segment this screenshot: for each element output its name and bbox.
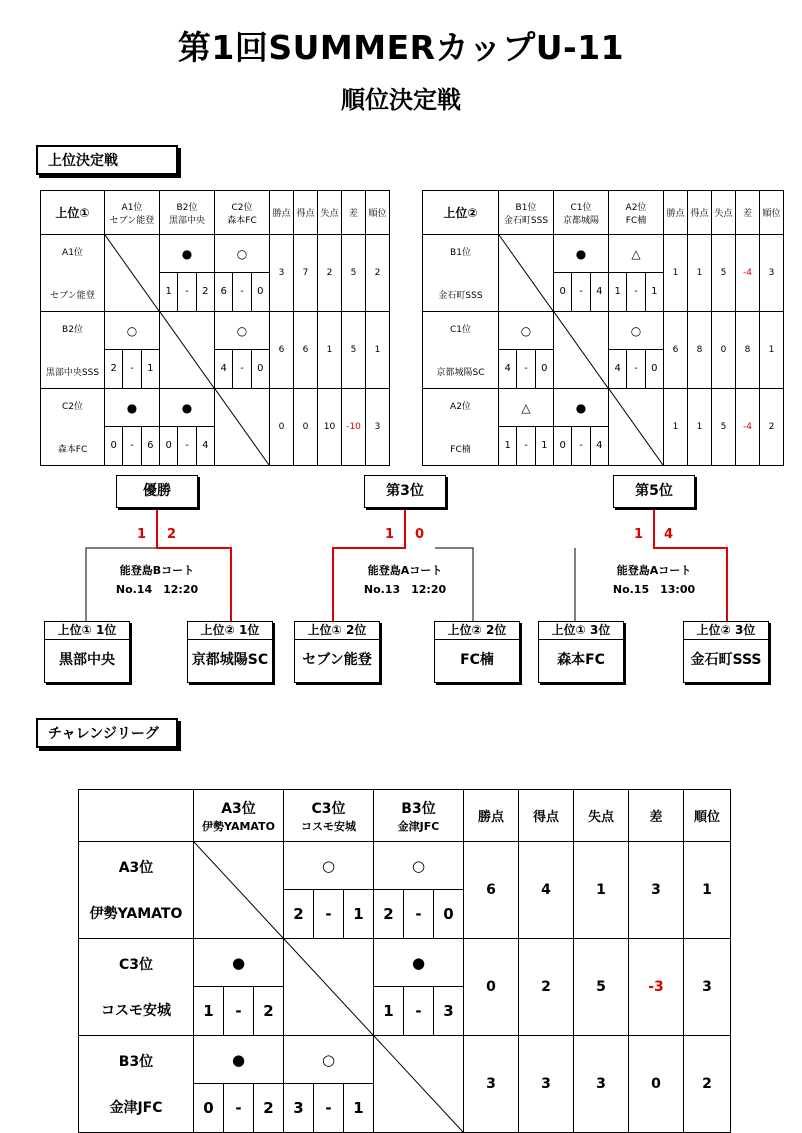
score-dash: - (516, 350, 534, 388)
stat-value: 6 (270, 312, 294, 389)
score-dash: - (122, 427, 140, 465)
row-rank: A1位 (62, 248, 83, 258)
table-row (79, 939, 731, 1036)
score (374, 889, 463, 938)
final-label-2: 第3位 (364, 475, 446, 508)
stat-value: -10 (342, 389, 366, 466)
col-team: 伊勢YAMATO (202, 819, 275, 833)
result-symbol: ○ (236, 324, 248, 338)
score (194, 986, 283, 1035)
score-for: 1 (504, 440, 511, 451)
score (194, 1083, 283, 1132)
team-box-right (434, 621, 520, 683)
score-against: 4 (196, 427, 214, 465)
score-dash: - (223, 987, 253, 1035)
stat-value: 5 (712, 235, 736, 312)
row-team: FC楠 (450, 445, 471, 455)
result-symbol: ● (231, 954, 246, 972)
stat-value: 1 (574, 842, 629, 939)
stat-value: 1 (664, 235, 688, 312)
stat-value: 1 (688, 389, 712, 466)
row-team: 伊勢YAMATO (89, 906, 183, 922)
score-against: 0 (535, 350, 553, 388)
score-dash: - (313, 1084, 343, 1132)
diagonal-line (284, 939, 373, 1035)
row-team: 森本FC (57, 445, 88, 455)
page-subtitle: 順位決定戦 (341, 86, 461, 114)
row-team: セブン能登 (50, 291, 95, 301)
score-against: 1 (645, 273, 663, 311)
result-cell (194, 1036, 284, 1133)
group-name: 上位② (423, 191, 499, 235)
team-box-right (683, 621, 769, 683)
stat-value: 2 (519, 939, 574, 1036)
stat-header-4: 差 (629, 790, 684, 842)
col-rank: A2位 (625, 202, 647, 213)
score-against: 1 (343, 1084, 373, 1132)
score-against: 2 (196, 273, 214, 311)
row-rank: B2位 (62, 325, 83, 335)
stat-value: 0 (629, 1036, 684, 1133)
row-team: 金津JFC (109, 1100, 163, 1116)
stat-value: -4 (736, 389, 760, 466)
score-for: 0 (559, 286, 566, 297)
result-symbol: ○ (321, 857, 336, 875)
score-for: 4 (614, 363, 621, 374)
score-against: 0 (645, 350, 663, 388)
score-dash: - (232, 273, 250, 311)
score-against: 0 (433, 890, 463, 938)
row-header (79, 1036, 194, 1133)
final-score-left: 1 (634, 527, 644, 542)
stat-value: 5 (342, 235, 366, 312)
score-against: 4 (590, 427, 608, 465)
col-header-2 (284, 790, 374, 842)
stat-header-2: 得点 (519, 790, 574, 842)
final-score-left: 1 (385, 527, 395, 542)
match-time: No.15 13:00 (612, 583, 696, 596)
result-cell (284, 1036, 374, 1133)
stat-value: 3 (270, 235, 294, 312)
team-name: セブン能登 (302, 652, 372, 668)
team-box-left (44, 621, 130, 683)
col-rank: C1位 (570, 202, 592, 213)
diagonal-cell (374, 1036, 464, 1133)
stat-value: 1 (366, 312, 390, 389)
col-team: 黒部中央 (168, 215, 205, 226)
row-rank: A2位 (450, 402, 471, 412)
team-slot-label: 上位② 3位 (684, 622, 768, 640)
court-info (335, 561, 475, 599)
result-symbol: ● (231, 1051, 246, 1069)
result-symbol: ● (181, 247, 193, 261)
row-rank: B1位 (450, 248, 471, 258)
stat-value: 4 (519, 842, 574, 939)
final-label-3: 第5位 (613, 475, 695, 508)
court-name: 能登島Aコート (367, 564, 443, 577)
score-dash: - (626, 273, 644, 311)
stat-value: 7 (294, 235, 318, 312)
team-name: 森本FC (557, 652, 605, 668)
stat-header-4: 差 (736, 191, 760, 235)
stat-value: 1 (760, 312, 784, 389)
stat-header-5: 順位 (366, 191, 390, 235)
match-time: No.14 12:20 (115, 583, 199, 596)
stat-header-1: 勝点 (270, 191, 294, 235)
score-dash: - (177, 427, 195, 465)
score (284, 889, 373, 938)
col-team: セブン能登 (109, 215, 155, 226)
stat-value: 8 (736, 312, 760, 389)
col-rank: B1位 (515, 202, 537, 213)
stat-value: 3 (366, 389, 390, 466)
stat-value: 6 (664, 312, 688, 389)
stat-value: 0 (270, 389, 294, 466)
score-dash: - (232, 350, 250, 388)
final-score-left: 1 (137, 527, 147, 542)
stat-value: 0 (464, 939, 519, 1036)
score-against: 1 (343, 890, 373, 938)
score-against: 2 (253, 987, 283, 1035)
court-name: 能登島Bコート (119, 564, 195, 577)
team-name: 金石町SSS (690, 652, 762, 668)
row-header (79, 842, 194, 939)
stat-value: 1 (318, 312, 342, 389)
stat-value: 0 (712, 312, 736, 389)
stat-value: 0 (294, 389, 318, 466)
stat-value: 3 (519, 1036, 574, 1133)
stat-value: 2 (684, 1036, 731, 1133)
team-slot-label: 上位② 2位 (435, 622, 519, 640)
team-slot-label: 上位① 2位 (295, 622, 379, 640)
result-symbol: ○ (321, 1051, 336, 1069)
result-symbol: ● (181, 401, 193, 415)
stat-header-1: 勝点 (664, 191, 688, 235)
row-team: コスモ安城 (101, 1003, 171, 1019)
result-symbol: ● (126, 401, 138, 415)
result-symbol: ○ (126, 324, 138, 338)
col-rank: B2位 (176, 202, 198, 213)
challenge-section-label: チャレンジリーグ (36, 718, 178, 748)
team-box-right (187, 621, 273, 683)
col-team: 金津JFC (397, 819, 440, 833)
team-slot-label: 上位② 1位 (188, 622, 272, 640)
row-team: 金石町SSS (438, 291, 483, 301)
col-rank: C3位 (311, 800, 346, 817)
score-against: 1 (535, 427, 553, 465)
score-for: 1 (383, 1002, 394, 1020)
score-dash: - (313, 890, 343, 938)
score-dash: - (122, 350, 140, 388)
score-for: 4 (220, 363, 227, 374)
score-for: 4 (504, 363, 511, 374)
row-team: 京都城陽SC (436, 368, 485, 378)
score-dash: - (571, 273, 589, 311)
stat-value: 3 (684, 939, 731, 1036)
col-header-1 (194, 790, 284, 842)
result-symbol: ○ (411, 857, 426, 875)
result-symbol: ○ (520, 324, 532, 338)
result-symbol: △ (521, 401, 531, 415)
stat-value: -4 (736, 235, 760, 312)
challenge-grid (78, 789, 731, 1133)
stat-value: 8 (688, 312, 712, 389)
score-for: 2 (293, 905, 304, 923)
stat-header-3: 失点 (318, 191, 342, 235)
diagonal-cell (194, 842, 284, 939)
team-name: FC楠 (460, 652, 494, 668)
table-row (79, 1036, 731, 1133)
stat-header-5: 順位 (684, 790, 731, 842)
score (284, 1083, 373, 1132)
stat-header-1: 勝点 (464, 790, 519, 842)
score-for: 0 (110, 440, 117, 451)
stat-value: 6 (464, 842, 519, 939)
stat-value: 5 (712, 389, 736, 466)
result-cell (284, 842, 374, 939)
stat-header-3: 失点 (574, 790, 629, 842)
team-slot-label: 上位① 1位 (45, 622, 129, 640)
score-against: 1 (141, 350, 159, 388)
team-box-left (294, 621, 380, 683)
stat-value: 6 (294, 312, 318, 389)
score-against: 6 (141, 427, 159, 465)
row-rank: A3位 (118, 860, 154, 876)
result-cell (374, 842, 464, 939)
col-header-3 (374, 790, 464, 842)
score-against: 4 (590, 273, 608, 311)
score-against: 0 (251, 273, 269, 311)
stat-value: 3 (464, 1036, 519, 1133)
score-for: 1 (203, 1002, 214, 1020)
stat-value: 5 (342, 312, 366, 389)
row-header (79, 939, 194, 1036)
row-rank: C2位 (61, 402, 83, 412)
row-rank: C3位 (118, 957, 153, 973)
score-for: 2 (110, 363, 117, 374)
result-symbol: ● (575, 401, 587, 415)
score-for: 6 (220, 286, 227, 297)
team-name: 黒部中央 (59, 652, 115, 668)
score (374, 986, 463, 1035)
score-for: 2 (383, 905, 394, 923)
col-rank: B3位 (401, 800, 436, 817)
match-time: No.13 12:20 (363, 583, 447, 596)
court-name: 能登島Aコート (616, 564, 692, 577)
col-team: コスモ安城 (301, 819, 356, 833)
col-rank: A1位 (121, 202, 143, 213)
score-dash: - (571, 427, 589, 465)
court-info (584, 561, 724, 599)
col-team: 森本FC (227, 215, 257, 226)
row-rank: B3位 (118, 1054, 154, 1070)
col-team: 京都城陽 (562, 215, 599, 226)
score-against: 0 (251, 350, 269, 388)
score-dash: - (626, 350, 644, 388)
score-dash: - (516, 427, 534, 465)
group-name: 上位① (41, 191, 105, 235)
score-against: 3 (433, 987, 463, 1035)
col-team: FC楠 (625, 215, 647, 226)
upper-section-label: 上位決定戦 (36, 145, 178, 175)
score-for: 0 (559, 440, 566, 451)
team-name: 京都城陽SC (191, 652, 269, 668)
page-title: 第1回SUMMERカップU-11 (177, 28, 625, 67)
stat-value: 3 (629, 842, 684, 939)
team-slot-label: 上位① 3位 (539, 622, 623, 640)
score-for: 1 (165, 286, 172, 297)
court-info (87, 561, 227, 599)
score-dash: - (403, 890, 433, 938)
score-dash: - (223, 1084, 253, 1132)
stat-header-2: 得点 (688, 191, 712, 235)
stat-value: 3 (574, 1036, 629, 1133)
result-symbol: ○ (630, 324, 642, 338)
group-name (79, 790, 194, 842)
final-label-1: 優勝 (116, 475, 198, 508)
score-for: 0 (165, 440, 172, 451)
row-team: 黒部中央SSS (45, 368, 100, 378)
col-rank: C2位 (231, 202, 253, 213)
stat-value: -3 (629, 939, 684, 1036)
stat-header-3: 失点 (712, 191, 736, 235)
result-symbol: ○ (236, 247, 248, 261)
final-score-right: 2 (167, 527, 177, 542)
diagonal-line (374, 1036, 463, 1132)
row-rank: C1位 (449, 325, 471, 335)
col-team: 金石町SSS (503, 215, 549, 226)
score-for: 3 (293, 1099, 304, 1117)
result-symbol: △ (631, 247, 641, 261)
stat-value: 1 (684, 842, 731, 939)
stat-value: 2 (760, 389, 784, 466)
diagonal-cell (284, 939, 374, 1036)
result-cell (374, 939, 464, 1036)
stat-header-2: 得点 (294, 191, 318, 235)
score-for: 1 (614, 286, 621, 297)
col-rank: A3位 (221, 800, 256, 817)
stat-value: 1 (664, 389, 688, 466)
stat-value: 1 (688, 235, 712, 312)
result-cell (194, 939, 284, 1036)
stat-value: 10 (318, 389, 342, 466)
table-row (79, 842, 731, 939)
stat-value: 2 (366, 235, 390, 312)
diagonal-line (194, 842, 283, 938)
result-symbol: ● (575, 247, 587, 261)
score-dash: - (177, 273, 195, 311)
stat-header-5: 順位 (760, 191, 784, 235)
final-score-right: 0 (415, 527, 425, 542)
stat-value: 3 (760, 235, 784, 312)
team-box-left (538, 621, 624, 683)
result-symbol: ● (411, 954, 426, 972)
score-against: 2 (253, 1084, 283, 1132)
stat-value: 5 (574, 939, 629, 1036)
stat-header-4: 差 (342, 191, 366, 235)
stat-value: 2 (318, 235, 342, 312)
score-dash: - (403, 987, 433, 1035)
final-score-right: 4 (664, 527, 674, 542)
score-for: 0 (203, 1099, 214, 1117)
